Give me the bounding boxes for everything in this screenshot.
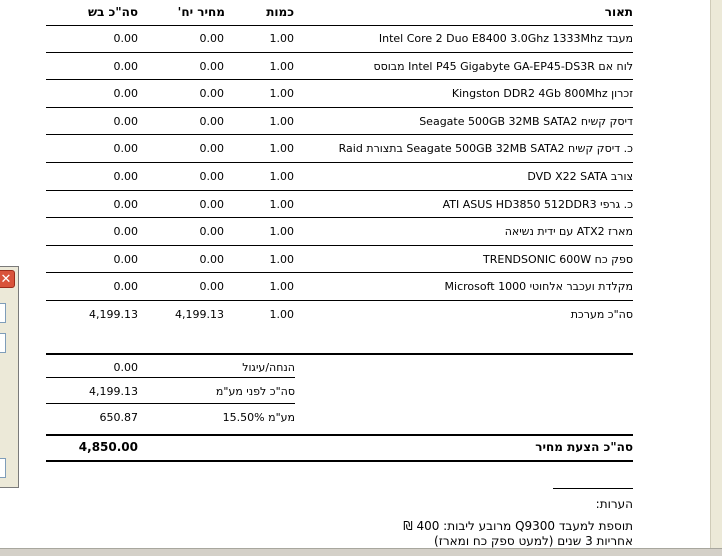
notes-line <box>553 488 633 489</box>
row-line-total: 0.00 <box>113 225 138 238</box>
discount-value: 0.00 <box>113 361 138 374</box>
row-description: מקלדת ועכבר אלחוטי Microsoft 1000 <box>444 280 633 293</box>
header-quantity: כמות <box>266 5 294 19</box>
close-icon[interactable]: ✕ <box>0 270 15 288</box>
row-quantity: 1.00 <box>269 253 294 266</box>
row-unit-price: 4,199.13 <box>175 308 224 321</box>
row-line-total: 0.00 <box>113 87 138 100</box>
row-quantity: 1.00 <box>269 198 294 211</box>
background-button[interactable] <box>0 458 6 478</box>
row-divider <box>46 300 633 301</box>
row-line-total: 0.00 <box>113 32 138 45</box>
row-unit-price: 0.00 <box>199 142 224 155</box>
background-field[interactable] <box>0 333 6 353</box>
row-description: צורב DVD X22 SATA <box>527 170 633 183</box>
vat-value: 650.87 <box>99 411 138 424</box>
notes-line-2: אחריות 3 שנים (למעט ספק כח ומארז) <box>434 534 633 548</box>
header-line-total: סה"כ בש <box>87 5 138 19</box>
summary-line <box>46 403 295 404</box>
row-unit-price: 0.00 <box>199 225 224 238</box>
row-description: דיסק קשיח Seagate 500GB 32MB SATA2 <box>419 115 633 128</box>
row-quantity: 1.00 <box>269 60 294 73</box>
row-divider <box>46 190 633 191</box>
row-unit-price: 0.00 <box>199 115 224 128</box>
discount-label: הנחה/עיגול <box>242 361 295 374</box>
taskbar <box>0 548 722 556</box>
row-description: סה"כ מערכת <box>570 308 633 321</box>
vat-label: מע"מ 15.50% <box>222 411 295 424</box>
row-unit-price: 0.00 <box>199 198 224 211</box>
row-divider <box>46 134 633 135</box>
pre-vat-value: 4,199.13 <box>89 385 138 398</box>
row-unit-price: 0.00 <box>199 87 224 100</box>
row-description: מעבד Intel Core 2 Duo E8400 3.0Ghz 1333Mhz <box>378 32 633 45</box>
summary-divider <box>46 353 633 355</box>
notes-line-1: תוספת למעבד Q9300 מרובע ליבות: 400 ₪ <box>403 519 633 533</box>
row-unit-price: 0.00 <box>199 170 224 183</box>
background-dialog <box>0 266 19 488</box>
header-divider <box>46 25 633 26</box>
pre-vat-label: סה"כ לפני מע"מ <box>215 385 295 398</box>
row-quantity: 1.00 <box>269 170 294 183</box>
notes-heading: הערות: <box>595 497 633 511</box>
row-divider <box>46 52 633 53</box>
row-divider <box>46 79 633 80</box>
header-unit-price: מחיר יח' <box>177 5 225 19</box>
row-description: מארז ATX2 עם ידית נשיאה <box>504 225 633 238</box>
row-quantity: 1.00 <box>269 32 294 45</box>
row-description: כ. גרפי ATI ASUS HD3850 512DDR3 <box>442 198 633 211</box>
row-unit-price: 0.00 <box>199 280 224 293</box>
row-line-total: 0.00 <box>113 60 138 73</box>
row-quantity: 1.00 <box>269 225 294 238</box>
row-description: כ. דיסק קשיח Seagate 500GB 32MB SATA2 בתצורת Raid <box>338 142 633 155</box>
row-quantity: 1.00 <box>269 115 294 128</box>
total-bottom-line <box>46 460 633 462</box>
row-line-total: 0.00 <box>113 170 138 183</box>
total-value: 4,850.00 <box>78 440 138 454</box>
row-divider <box>46 162 633 163</box>
row-quantity: 1.00 <box>269 142 294 155</box>
background-field[interactable] <box>0 303 6 323</box>
row-line-total: 0.00 <box>113 253 138 266</box>
row-quantity: 1.00 <box>269 87 294 100</box>
row-unit-price: 0.00 <box>199 32 224 45</box>
row-line-total: 4,199.13 <box>89 308 138 321</box>
row-divider <box>46 107 633 108</box>
window-scroll-edge <box>710 0 722 556</box>
summary-line <box>46 377 295 378</box>
row-quantity: 1.00 <box>269 308 294 321</box>
row-line-total: 0.00 <box>113 142 138 155</box>
row-divider <box>46 272 633 273</box>
row-divider <box>46 245 633 246</box>
total-label: סה"כ הצעת מחיר <box>535 440 633 454</box>
row-line-total: 0.00 <box>113 115 138 128</box>
row-quantity: 1.00 <box>269 280 294 293</box>
row-unit-price: 0.00 <box>199 60 224 73</box>
row-description: ספק כח TRENDSONIC 600W <box>483 253 633 266</box>
total-top-line <box>46 434 633 436</box>
header-description: תאור <box>604 5 633 19</box>
row-unit-price: 0.00 <box>199 253 224 266</box>
row-divider <box>46 217 633 218</box>
row-line-total: 0.00 <box>113 280 138 293</box>
row-description: זכרון Kingston DDR2 4Gb 800Mhz <box>451 87 633 100</box>
row-description: לוח אם Intel P45 Gigabyte GA-EP45-DS3R מבוסס <box>373 60 633 73</box>
row-line-total: 0.00 <box>113 198 138 211</box>
